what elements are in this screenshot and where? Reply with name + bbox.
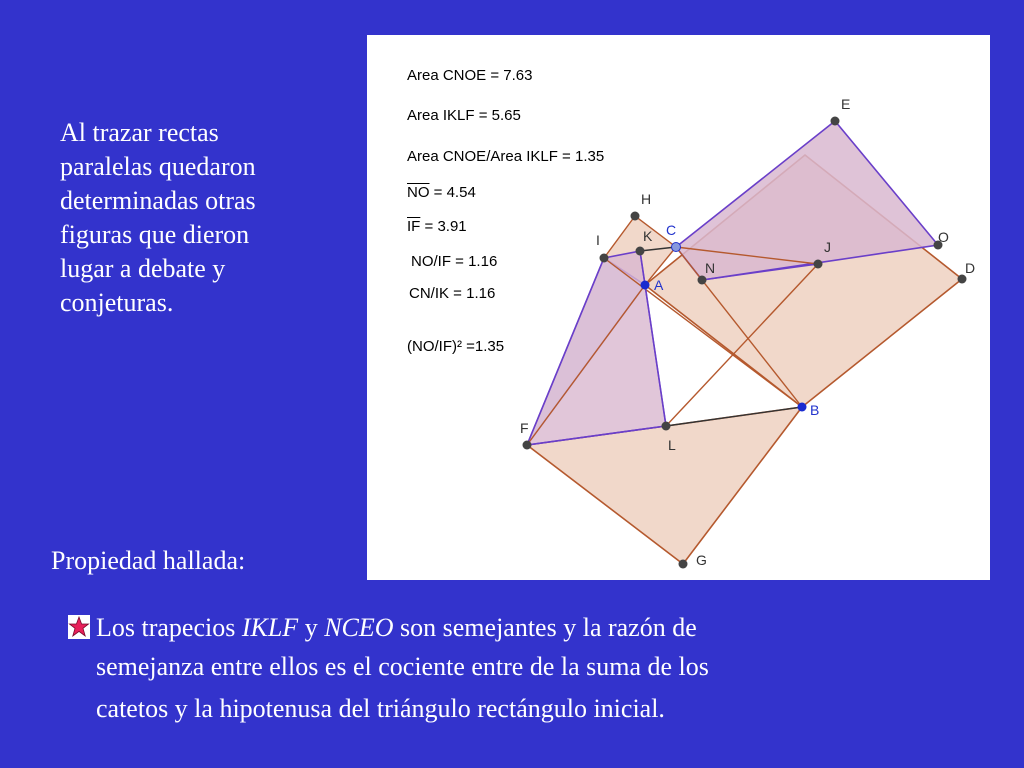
point-g	[679, 560, 688, 569]
label-n: N	[705, 260, 716, 276]
label-d: D	[965, 260, 976, 276]
if-length-text	[407, 218, 467, 235]
intro-line: figuras que dieron	[60, 220, 250, 249]
point-a	[641, 281, 650, 290]
property-line-2: semejanza entre ellos es el cociente entre de la suma de los	[96, 652, 709, 681]
trapezoid-nceo-name: NCEO	[324, 613, 394, 642]
intro-line: determinadas otras	[60, 186, 256, 215]
point-j	[814, 260, 823, 269]
intro-line: Al trazar rectas	[60, 118, 219, 147]
area-ratio-text	[407, 148, 604, 165]
area-iklf-text: Area IKLF = 5.65	[407, 107, 521, 124]
label-c: C	[666, 222, 677, 238]
point-i	[600, 254, 609, 263]
no-if-ratio-text: NO/IF = 1.16	[411, 253, 498, 270]
label-i: I	[596, 232, 600, 248]
if-segment-name: $\overline{IF}$	[407, 218, 421, 235]
point-l	[662, 422, 671, 431]
label-g: G	[696, 552, 707, 568]
no-if-squared-text: (NO/IF)² =1.35	[407, 338, 505, 355]
property-text-a: Los trapecios	[96, 613, 242, 642]
label-o: O	[938, 229, 949, 245]
area-cnoe-text: Area CNOE = 7.63	[407, 67, 533, 84]
label-j: J	[824, 239, 831, 255]
label-l: L	[668, 437, 676, 453]
cn-ik-ratio-text: CN/IK = 1.16	[409, 285, 496, 302]
point-b	[798, 403, 807, 412]
property-heading: Propiedad hallada:	[51, 546, 246, 575]
intro-line: paralelas quedaron	[60, 152, 256, 181]
area-ratio-value: Area CNOE/Area IKLF = 1.35	[407, 148, 605, 165]
property-text-y: y	[298, 613, 325, 642]
point-k	[636, 247, 645, 256]
label-h: H	[641, 191, 652, 207]
label-a: A	[654, 277, 664, 293]
property-line-3: catetos y la hipotenusa del triángulo rectángulo inicial.	[96, 694, 665, 723]
no-length-value: = 4.54	[429, 184, 476, 201]
label-k: K	[643, 228, 653, 244]
point-n	[698, 276, 707, 285]
point-h	[631, 212, 640, 221]
star-icon	[68, 615, 90, 639]
no-segment-name: $\overline{NO}$	[407, 184, 430, 201]
no-length-text	[407, 184, 476, 201]
trapezoid-iklf-name: IKLF	[241, 613, 299, 642]
intro-line: conjeturas.	[60, 288, 174, 317]
label-e: E	[841, 96, 851, 112]
property-text-b: son semejantes y la razón de	[393, 613, 697, 642]
point-c	[672, 243, 681, 252]
point-e	[831, 117, 840, 126]
label-b: B	[810, 402, 820, 418]
property-line-1	[96, 609, 697, 647]
point-f	[523, 441, 532, 450]
intro-text	[60, 116, 360, 320]
geometry-figure	[367, 35, 990, 580]
intro-line: lugar a debate y	[60, 254, 226, 283]
label-f: F	[520, 420, 529, 436]
if-length-value: = 3.91	[420, 218, 467, 235]
